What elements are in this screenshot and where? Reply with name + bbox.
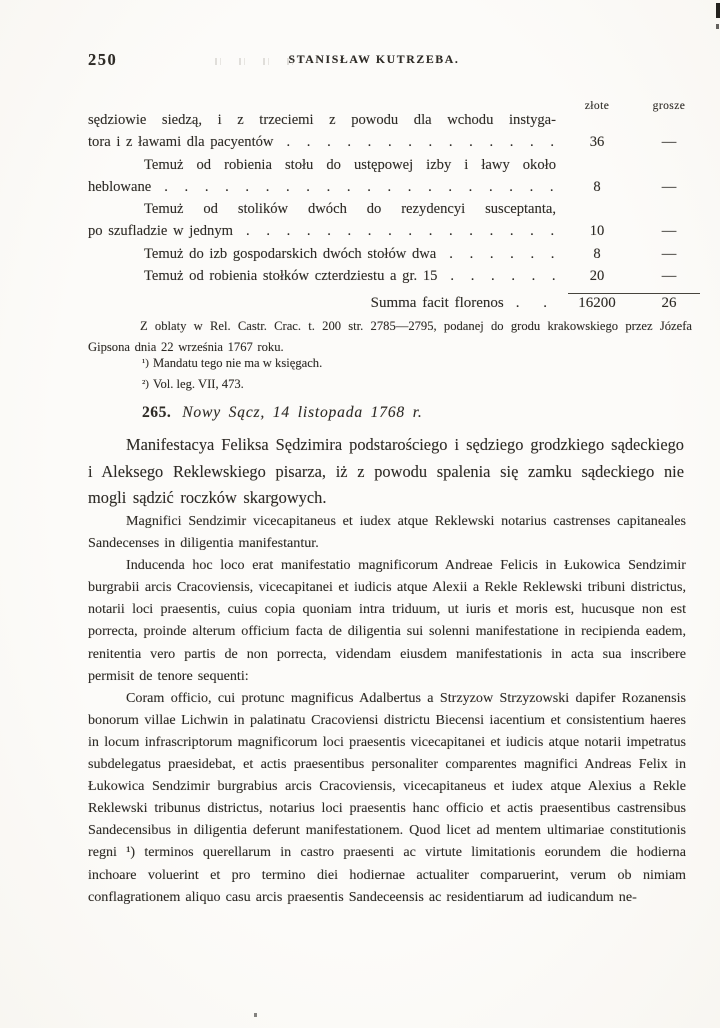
- grosze-value: —: [661, 245, 677, 262]
- account-line: [88, 179, 700, 201]
- account-line: [88, 223, 700, 245]
- entry-dateline: Nowy Sącz, 14 listopada 1768 r.: [182, 404, 423, 421]
- zlote-value: 8: [593, 245, 601, 262]
- page-number: 250: [88, 50, 118, 69]
- scan-speck-artifact: [254, 1013, 257, 1017]
- zlote-value: 36: [589, 134, 605, 151]
- account-line-text: Temuż od stolików dwóch do rezydencyi susceptanta,: [144, 201, 556, 218]
- account-line: [88, 201, 700, 223]
- account-line: [88, 246, 700, 268]
- footnote-2: [142, 377, 244, 392]
- print-smudge-artifact: [206, 58, 304, 65]
- total-dot-leader: . .: [515, 295, 556, 312]
- grosze-value: —: [661, 134, 677, 151]
- grosze-value: —: [661, 178, 677, 195]
- dot-leader: [273, 134, 556, 151]
- source-note: Z oblaty w Rel. Castr. Crac. t. 200 str. 2785—2795, podanej do grodu krakowskiego przez Józefa Gipsona dnia 22 września 1767 roku.: [88, 319, 692, 354]
- running-title: STANISŁAW KUTRZEBA.: [288, 52, 460, 66]
- total-label: Summa facit florenos: [370, 295, 504, 312]
- entry-number: 265.: [142, 404, 172, 421]
- scan-edge-artifact: [716, 24, 719, 29]
- dot-leader: [233, 223, 556, 240]
- footnote-1: [142, 356, 322, 371]
- grosze-value: —: [661, 223, 677, 240]
- sum-rule: [568, 293, 700, 294]
- latin-paragraph-3: Coram officio, cui protunc magnificus Adalbertus a Strzyzow Strzyzowski dapifer Rozanensis bonorum villae Lichwin in palatinatu Cracoviensi districtu Biecensi iacentium et consistentium haeres in locum infrascriptorum magnificorum loci praesentis vicecapitanei et iudicis atque notarii impetratus subdelegatus praesidebat, et actis praesentibus personaliter comparentes magnifici Andreas Felix in Łukowica Sendzimir burgrabius arcis Cracoviensis, vicecapitaneus et iudex atque Alexius a Rekle Reklewski tribunus districtus, notarius loci praesentis hanc officio et actis praesentibus castrensibus Sandecensibus in diligentia deferunt manifestationem. Quod licet ad mentem ultimariae constitutionis regni ¹) terminos querellarum in castro praesenti ac virtute limitationis eorundem die hodierna inchoare voluerint et pro termino diei hodiernae actualiter comparuerint, verum ob nimiam conflagrationem aliquo casu arcis praesentis Sandeceensis ac residentiarum ad iudicandum ne-: [88, 689, 686, 905]
- account-line: [88, 157, 700, 179]
- currency-header-grosze: grosze: [652, 99, 686, 112]
- total-zlote-value: 16200: [578, 295, 616, 312]
- latin-paragraph-1: Magnifici Sendzimir vicecapitaneus et iudex atque Reklewski notarius castrenses capitaneales Sandecenses in diligentia manifestantur.: [88, 513, 686, 552]
- footnote-marker: ²): [142, 378, 149, 390]
- footnote-marker: ¹): [142, 357, 149, 369]
- zlote-value: 8: [593, 178, 601, 195]
- footnote-text: Mandatu tego nie ma w księgach.: [152, 356, 323, 370]
- entry-summary: Manifestacya Feliksa Sędzimira podstarościego i sędziego grodzkiego sądeckiego i Aleksego Reklewskiego pisarza, iż z powodu spalenia się zamku sądeckiego nie mogli sądzić roczków skargowych.: [88, 435, 684, 508]
- currency-header-zlote: złote: [584, 99, 610, 112]
- entry-body: [88, 510, 686, 908]
- total-grosze-value: 26: [661, 295, 677, 312]
- grosze-value: —: [661, 268, 677, 285]
- account-line-text: heblowane: [88, 178, 152, 195]
- account-table: [88, 88, 700, 320]
- account-line-text: Temuż od robienia stołków czterdziestu a gr. 15: [144, 268, 438, 285]
- dot-leader: [436, 246, 556, 263]
- account-line-text: Temuż do izb gospodarskich dwóch stołów dwa: [144, 245, 437, 262]
- account-line: [88, 268, 700, 290]
- dot-leader: [151, 179, 556, 196]
- account-header-row: [88, 88, 700, 112]
- entry-heading: [142, 404, 423, 422]
- footnote-text: Vol. leg. VII, 473.: [152, 377, 244, 391]
- account-line: [88, 134, 700, 156]
- account-line-text: po szufladzie w jednym: [88, 223, 234, 240]
- account-line-text: Temuż od robienia stołu do ustępowej izby i ławy około: [144, 156, 556, 173]
- account-line-text: tora i z ławami dla pacyentów: [88, 134, 274, 151]
- scan-edge-artifact: [716, 3, 720, 18]
- account-line-text: sędziowie siedzą, i z trzeciemi z powodu dla wchodu instyga-: [88, 112, 556, 128]
- zlote-value: 10: [589, 223, 605, 240]
- dot-leader: [437, 268, 556, 285]
- account-line: [88, 112, 700, 134]
- zlote-value: 20: [589, 268, 605, 285]
- latin-paragraph-2: Inducenda hoc loco erat manifestatio magnificorum Andreae Felicis in Łukowica Sendzimir burgrabii arcis Cracoviensis, vicecapitanei et iudicis atque Alexii a Rekle Reklewski tribuni districtus, notarii loci praesentis, cuius copia quoniam intra triduum, ut iuris et moris est, hucusque non est porrecta, proinde alterum officium facta de diligentia sui solenni manifestatione in recipienda eadem, renitentia vero partis de non porrecta, videndam eiusdem manifestationis in acta sua inscribere permisit de tenore sequenti:: [88, 557, 686, 684]
